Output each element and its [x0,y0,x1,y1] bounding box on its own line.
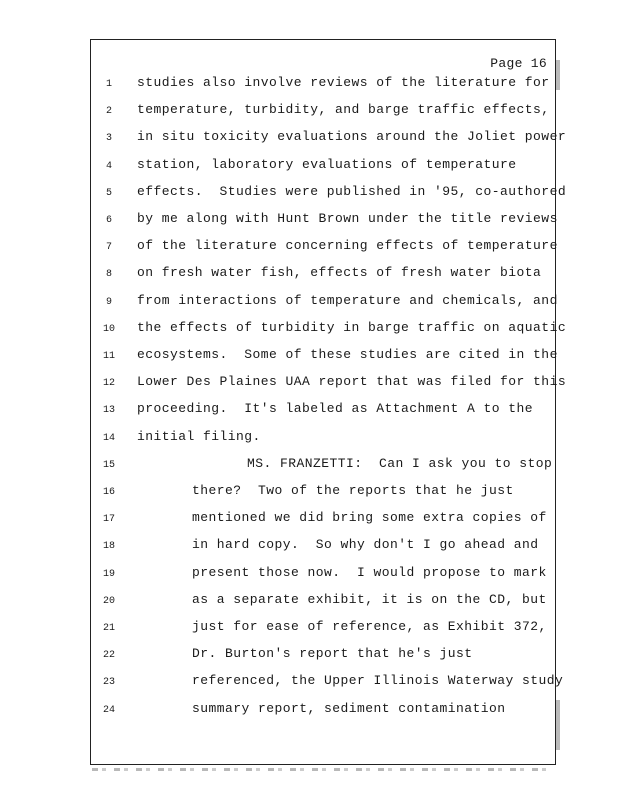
line-number: 7 [105,242,112,254]
line-number: 6 [105,215,112,226]
line-text: MS. FRANZETTI: Can I ask you to stop [247,455,553,471]
line-text: proceeding. It's labeled as Attachment A to the [137,401,534,417]
scan-margin-mark [556,700,560,750]
transcript-line [91,644,555,666]
line-text: the effects of turbidity in barge traffic on aquatic [137,319,567,335]
line-number: 21 [102,623,115,634]
line-text: on fresh water fish, effects of fresh water biota [137,265,542,281]
line-number: 17 [102,514,115,526]
transcript-line [91,427,555,449]
page-number: Page 16 [490,56,547,71]
transcript-line [91,127,567,149]
transcript-line [91,318,567,340]
line-text: ecosystems. Some of these studies are cited in the [137,347,558,362]
transcript-line [91,236,558,258]
line-text: in hard copy. So why don't I go ahead and [192,537,539,553]
transcript-line [91,291,558,313]
line-text: by me along with Hunt Brown under the title reviews [137,211,558,226]
line-text: of the literature concerning effects of temperature [137,238,558,254]
line-text: as a separate exhibit, it is on the CD, but [192,591,547,607]
transcript-page [90,39,567,765]
transcript-line [91,481,555,503]
line-text: Dr. Burton's report that he's just [192,646,473,662]
line-number: 15 [102,459,115,471]
line-text: just for ease of reference, as Exhibit 372, [192,619,547,634]
line-number: 9 [105,296,112,308]
line-text: temperature, turbidity, and barge traffic effects, [137,102,550,118]
transcript-line [91,590,555,612]
line-text: summary report, sediment contamination [192,700,506,716]
scan-margin-mark [556,60,560,90]
line-text: initial filing. [137,428,261,444]
transcript-line [91,699,555,721]
line-text: Lower Des Plaines UAA report that was filed for this [137,374,567,390]
line-number: 13 [102,405,115,417]
transcript-line [91,372,567,394]
line-number: 23 [102,677,115,689]
transcript-line [91,263,555,285]
line-number: 3 [105,133,112,145]
transcript-line [91,399,555,421]
line-text: present those now. I would propose to mark [192,564,547,580]
transcript-line [91,100,555,122]
line-text: there? Two of the reports that he just [192,483,514,498]
transcript-line [91,209,558,231]
line-text: referenced, the Upper Illinois Waterway study [192,673,564,689]
transcript-line [91,73,555,95]
line-number: 11 [102,351,115,362]
line-number: 8 [105,269,112,281]
line-number: 20 [102,595,115,607]
line-number: 24 [102,704,115,716]
line-number: 10 [102,323,115,335]
scan-bottom-artifact [92,768,554,771]
line-text: effects. Studies were published in '95, co-authored [137,183,567,199]
transcript-line [91,671,564,693]
line-number: 18 [102,541,115,553]
transcript-line [91,155,555,177]
line-number: 14 [102,432,115,444]
line-text: in situ toxicity evaluations around the Joliet power [137,129,567,145]
transcript-line [91,454,555,476]
line-number: 5 [105,187,112,199]
line-number: 19 [102,568,115,580]
transcript-line [91,563,555,585]
line-number: 1 [105,79,112,90]
line-text: studies also involve reviews of the literature for [137,75,550,90]
line-number: 22 [102,650,115,662]
transcript-line [91,508,555,530]
line-text: mentioned we did bring some extra copies of [192,510,547,526]
line-text: from interactions of temperature and chemicals, and [137,292,558,308]
line-number: 12 [102,378,115,390]
transcript-line [91,535,555,557]
transcript-line [91,345,558,367]
transcript-line [91,182,567,204]
transcript-line [91,617,555,639]
line-number: 2 [105,106,112,118]
line-number: 16 [102,487,115,498]
line-text: station, laboratory evaluations of temperature [137,156,517,172]
line-number: 4 [105,160,112,172]
